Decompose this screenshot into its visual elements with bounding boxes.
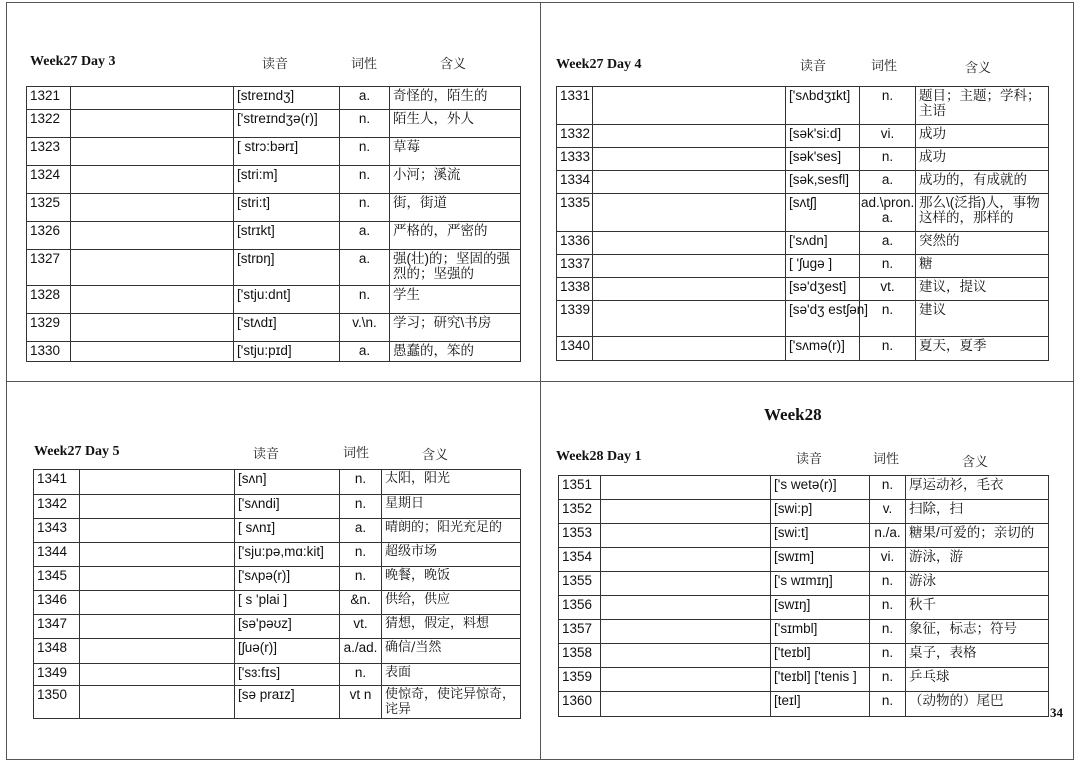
word-part-of-speech: n. <box>340 470 382 495</box>
word-number: 1334 <box>557 171 593 194</box>
word-part-of-speech: n. <box>340 495 382 519</box>
word-blank <box>593 125 786 148</box>
word-blank <box>80 591 235 615</box>
header-pos: 词性 <box>873 452 900 467</box>
word-pronunciation: [stri:t] <box>234 194 340 222</box>
word-pronunciation: ['sʌpə(r)] <box>235 567 340 591</box>
horizontal-divider <box>6 381 1074 382</box>
word-meaning: 晚餐，晚饭 <box>382 567 521 591</box>
word-part-of-speech: a. <box>860 232 916 255</box>
word-part-of-speech: vi. <box>870 548 906 572</box>
word-pronunciation: [ 'ʃugə ] <box>786 255 860 278</box>
word-meaning: 确信/当然 <box>382 639 521 664</box>
table-row <box>559 668 1049 692</box>
word-pronunciation: ['sʌbdʒɪkt] <box>786 87 860 125</box>
panel-title: Week27 Day 5 <box>34 444 120 459</box>
table-row <box>34 639 521 664</box>
header-meaning: 含义 <box>965 61 992 76</box>
word-pronunciation: ['stʌdɪ] <box>234 314 340 342</box>
word-pronunciation: [swɪm] <box>771 548 870 572</box>
word-pronunciation: ['streɪndʒə(r)] <box>234 110 340 138</box>
word-part-of-speech: n./a. <box>870 524 906 548</box>
word-number: 1344 <box>34 543 80 567</box>
word-blank <box>71 314 234 342</box>
word-pronunciation: [sək'ses] <box>786 148 860 171</box>
word-pronunciation: [sək,sesfl] <box>786 171 860 194</box>
word-meaning: 成功 <box>916 148 1049 171</box>
word-blank <box>601 572 771 596</box>
table-row <box>557 125 1049 148</box>
word-pronunciation: ['sju:pə,mɑ:kit] <box>235 543 340 567</box>
word-meaning: 小河；溪流 <box>390 166 521 194</box>
word-number: 1346 <box>34 591 80 615</box>
word-part-of-speech: a. <box>340 519 382 543</box>
header-pos: 词性 <box>871 59 898 74</box>
word-blank <box>71 286 234 314</box>
word-meaning: 秋千 <box>906 596 1049 620</box>
word-blank <box>593 278 786 301</box>
word-number: 1328 <box>27 286 71 314</box>
word-meaning: 厚运动衫，毛衣 <box>906 476 1049 500</box>
word-meaning: 奇怪的，陌生的 <box>390 87 521 110</box>
word-number: 1349 <box>34 664 80 686</box>
word-pronunciation: ['s wɪmɪŋ] <box>771 572 870 596</box>
table-row <box>559 524 1049 548</box>
word-part-of-speech: n. <box>340 664 382 686</box>
word-pronunciation: ['sɪmbl] <box>771 620 870 644</box>
word-blank <box>80 686 235 719</box>
table-row <box>559 644 1049 668</box>
word-blank <box>601 692 771 717</box>
table-row <box>559 476 1049 500</box>
word-part-of-speech: vt. <box>860 278 916 301</box>
panel-title: Week27 Day 4 <box>556 57 642 72</box>
word-part-of-speech: vt. <box>340 615 382 639</box>
word-part-of-speech: n. <box>860 148 916 171</box>
word-number: 1340 <box>557 337 593 361</box>
word-blank <box>71 342 234 362</box>
word-number: 1358 <box>559 644 601 668</box>
table-row <box>34 495 521 519</box>
table-row <box>557 232 1049 255</box>
word-part-of-speech: vi. <box>860 125 916 148</box>
word-pronunciation: [ s 'plai ] <box>235 591 340 615</box>
word-number: 1324 <box>27 166 71 194</box>
word-part-of-speech: a. <box>340 342 390 362</box>
word-pronunciation: [sək'si:d] <box>786 125 860 148</box>
word-part-of-speech: n. <box>340 543 382 567</box>
word-blank <box>601 668 771 692</box>
word-part-of-speech: n. <box>340 110 390 138</box>
word-blank <box>80 567 235 591</box>
word-meaning: 题目；主题；学科；主语 <box>916 87 1049 125</box>
word-pronunciation: ['teɪbl] <box>771 644 870 668</box>
word-meaning: 桌子，表格 <box>906 644 1049 668</box>
word-pronunciation: ['s wetə(r)] <box>771 476 870 500</box>
table-row <box>557 194 1049 232</box>
week28-heading: Week28 <box>764 405 822 424</box>
word-meaning: 严格的，严密的 <box>390 222 521 250</box>
word-meaning: 象征，标志；符号 <box>906 620 1049 644</box>
word-part-of-speech: a./ad. <box>340 639 382 664</box>
header-meaning: 含义 <box>962 455 989 470</box>
table-row <box>559 572 1049 596</box>
word-blank <box>601 548 771 572</box>
word-number: 1351 <box>559 476 601 500</box>
table-row <box>557 87 1049 125</box>
word-part-of-speech: n. <box>340 138 390 166</box>
word-part-of-speech: a. <box>860 171 916 194</box>
word-pronunciation: [ sʌnɪ] <box>235 519 340 543</box>
header-pron: 读音 <box>796 452 823 467</box>
word-blank <box>593 87 786 125</box>
table-row <box>559 548 1049 572</box>
word-blank <box>593 232 786 255</box>
word-meaning: 夏天，夏季 <box>916 337 1049 361</box>
word-number: 1333 <box>557 148 593 171</box>
word-pronunciation: ['stju:dnt] <box>234 286 340 314</box>
word-number: 1321 <box>27 87 71 110</box>
word-number: 1357 <box>559 620 601 644</box>
table-row <box>559 620 1049 644</box>
word-pronunciation: [swi:t] <box>771 524 870 548</box>
word-pronunciation: [sʌtʃ] <box>786 194 860 232</box>
word-meaning: 表面 <box>382 664 521 686</box>
table-row <box>27 342 521 362</box>
word-meaning: 晴朗的；阳光充足的 <box>382 519 521 543</box>
word-blank <box>593 171 786 194</box>
word-blank <box>80 639 235 664</box>
word-blank <box>71 166 234 194</box>
table-row <box>27 110 521 138</box>
word-part-of-speech: n. <box>340 194 390 222</box>
word-number: 1347 <box>34 615 80 639</box>
word-pronunciation: [sə praɪz] <box>235 686 340 719</box>
word-blank <box>593 337 786 361</box>
table-row <box>34 591 521 615</box>
table-row <box>557 301 1049 337</box>
header-pos: 词性 <box>351 57 378 72</box>
vocab-table <box>556 86 1049 361</box>
word-number: 1350 <box>34 686 80 719</box>
table-row <box>34 615 521 639</box>
word-pronunciation: [swi:p] <box>771 500 870 524</box>
word-pronunciation: [sə'pəʊz] <box>235 615 340 639</box>
word-meaning: 强(壮)的；坚固的强烈的；坚强的 <box>390 250 521 286</box>
word-meaning: 学习；研究\书房 <box>390 314 521 342</box>
header-meaning: 含义 <box>422 448 449 463</box>
word-meaning: 建议 <box>916 301 1049 337</box>
word-number: 1337 <box>557 255 593 278</box>
word-part-of-speech: n. <box>340 166 390 194</box>
word-blank <box>593 255 786 278</box>
vocab-table <box>26 86 521 362</box>
header-pron: 读音 <box>800 59 827 74</box>
word-pronunciation: ['sʌdn] <box>786 232 860 255</box>
table-row <box>27 250 521 286</box>
word-blank <box>71 138 234 166</box>
table-row <box>27 194 521 222</box>
word-number: 1341 <box>34 470 80 495</box>
word-number: 1348 <box>34 639 80 664</box>
word-meaning: 乒乓球 <box>906 668 1049 692</box>
word-pronunciation: ['teɪbl] ['tenis ] <box>771 668 870 692</box>
word-blank <box>71 222 234 250</box>
word-number: 1332 <box>557 125 593 148</box>
word-part-of-speech: v. <box>870 500 906 524</box>
table-row <box>557 278 1049 301</box>
table-row <box>34 664 521 686</box>
page-number: 34 <box>1050 705 1063 720</box>
word-blank <box>80 664 235 686</box>
word-blank <box>80 615 235 639</box>
word-blank <box>71 110 234 138</box>
table-row <box>27 286 521 314</box>
word-blank <box>71 87 234 110</box>
word-meaning: 糖 <box>916 255 1049 278</box>
word-part-of-speech: a. <box>340 250 390 286</box>
word-pronunciation: [stri:m] <box>234 166 340 194</box>
word-number: 1325 <box>27 194 71 222</box>
word-part-of-speech: n. <box>340 286 390 314</box>
word-part-of-speech: &n. <box>340 591 382 615</box>
table-row <box>34 686 521 719</box>
word-part-of-speech: n. <box>870 596 906 620</box>
word-number: 1322 <box>27 110 71 138</box>
word-pronunciation: ['sɜ:fɪs] <box>235 664 340 686</box>
word-meaning: 街，街道 <box>390 194 521 222</box>
word-meaning: 超级市场 <box>382 543 521 567</box>
word-meaning: 成功 <box>916 125 1049 148</box>
word-pronunciation: [sʌn] <box>235 470 340 495</box>
word-part-of-speech: ad.\pron. a. <box>860 194 916 232</box>
word-part-of-speech: n. <box>870 476 906 500</box>
word-meaning: 学生 <box>390 286 521 314</box>
word-blank <box>601 476 771 500</box>
word-meaning: （动物的）尾巴 <box>906 692 1049 717</box>
word-meaning: 愚蠢的，笨的 <box>390 342 521 362</box>
word-pronunciation: [strɒŋ] <box>234 250 340 286</box>
word-blank <box>71 250 234 286</box>
word-blank <box>80 470 235 495</box>
word-number: 1329 <box>27 314 71 342</box>
word-part-of-speech: n. <box>870 644 906 668</box>
word-number: 1339 <box>557 301 593 337</box>
table-row <box>27 166 521 194</box>
word-meaning: 陌生人，外人 <box>390 110 521 138</box>
word-meaning: 成功的，有成就的 <box>916 171 1049 194</box>
word-blank <box>80 519 235 543</box>
word-number: 1360 <box>559 692 601 717</box>
word-part-of-speech: n. <box>870 692 906 717</box>
table-row <box>34 543 521 567</box>
word-blank <box>80 543 235 567</box>
word-number: 1343 <box>34 519 80 543</box>
word-pronunciation: [streɪndʒ] <box>234 87 340 110</box>
word-meaning: 供给，供应 <box>382 591 521 615</box>
word-number: 1330 <box>27 342 71 362</box>
word-number: 1342 <box>34 495 80 519</box>
word-part-of-speech: a. <box>340 87 390 110</box>
word-blank <box>80 495 235 519</box>
header-meaning: 含义 <box>440 57 467 72</box>
word-meaning: 那么\(泛指)人，事物 这样的，那样的 <box>916 194 1049 232</box>
word-number: 1336 <box>557 232 593 255</box>
table-row <box>27 138 521 166</box>
word-blank <box>601 524 771 548</box>
word-pronunciation: ['sʌmə(r)] <box>786 337 860 361</box>
word-pronunciation: ['sʌndi] <box>235 495 340 519</box>
vocab-table <box>33 469 521 719</box>
word-blank <box>593 148 786 171</box>
word-meaning: 游泳，游 <box>906 548 1049 572</box>
word-part-of-speech: n. <box>860 301 916 337</box>
word-pronunciation: [ strɔ:bərɪ] <box>234 138 340 166</box>
table-row <box>27 314 521 342</box>
word-meaning: 扫除，扫 <box>906 500 1049 524</box>
word-meaning: 糖果/可爱的；亲切的 <box>906 524 1049 548</box>
word-meaning: 使惊奇，使诧异惊奇，诧异 <box>382 686 521 719</box>
word-pronunciation: [strɪkt] <box>234 222 340 250</box>
word-pronunciation: [swɪŋ] <box>771 596 870 620</box>
header-pron: 读音 <box>253 447 280 462</box>
word-pronunciation: [sə'dʒ estʃən] <box>786 301 860 337</box>
word-number: 1355 <box>559 572 601 596</box>
word-part-of-speech: v.\n. <box>340 314 390 342</box>
table-row <box>559 596 1049 620</box>
table-row <box>557 337 1049 361</box>
word-blank <box>601 620 771 644</box>
word-meaning: 太阳，阳光 <box>382 470 521 495</box>
table-row <box>557 255 1049 278</box>
word-meaning: 星期日 <box>382 495 521 519</box>
word-number: 1354 <box>559 548 601 572</box>
table-row <box>34 470 521 495</box>
word-meaning: 草莓 <box>390 138 521 166</box>
word-number: 1356 <box>559 596 601 620</box>
word-number: 1352 <box>559 500 601 524</box>
word-blank <box>593 194 786 232</box>
word-part-of-speech: n. <box>340 567 382 591</box>
word-blank <box>601 644 771 668</box>
table-row <box>557 148 1049 171</box>
panel-title: Week28 Day 1 <box>556 449 642 464</box>
word-part-of-speech: n. <box>870 620 906 644</box>
word-part-of-speech: n. <box>870 572 906 596</box>
word-part-of-speech: n. <box>870 668 906 692</box>
table-row <box>557 171 1049 194</box>
header-pos: 词性 <box>343 446 370 461</box>
table-row <box>34 567 521 591</box>
word-blank <box>601 596 771 620</box>
word-part-of-speech: a. <box>340 222 390 250</box>
word-meaning: 猜想，假定，料想 <box>382 615 521 639</box>
word-number: 1331 <box>557 87 593 125</box>
word-meaning: 突然的 <box>916 232 1049 255</box>
table-row <box>559 500 1049 524</box>
word-part-of-speech: n. <box>860 87 916 125</box>
word-meaning: 建议，提议 <box>916 278 1049 301</box>
table-row <box>34 519 521 543</box>
word-pronunciation: ['stju:pɪd] <box>234 342 340 362</box>
word-number: 1335 <box>557 194 593 232</box>
panel-title: Week27 Day 3 <box>30 54 116 69</box>
word-pronunciation: [ʃuə(r)] <box>235 639 340 664</box>
word-number: 1353 <box>559 524 601 548</box>
table-row <box>559 692 1049 717</box>
word-number: 1359 <box>559 668 601 692</box>
word-blank <box>601 500 771 524</box>
word-pronunciation: [teɪl] <box>771 692 870 717</box>
word-part-of-speech: n. <box>860 337 916 361</box>
word-number: 1338 <box>557 278 593 301</box>
word-pronunciation: [sə'dʒest] <box>786 278 860 301</box>
table-row <box>27 87 521 110</box>
word-part-of-speech: n. <box>860 255 916 278</box>
word-blank <box>593 301 786 337</box>
vocab-table <box>558 475 1049 717</box>
word-part-of-speech: vt n <box>340 686 382 719</box>
word-number: 1326 <box>27 222 71 250</box>
table-row <box>27 222 521 250</box>
word-number: 1323 <box>27 138 71 166</box>
header-pron: 读音 <box>262 57 289 72</box>
word-number: 1327 <box>27 250 71 286</box>
word-meaning: 游泳 <box>906 572 1049 596</box>
word-number: 1345 <box>34 567 80 591</box>
word-blank <box>71 194 234 222</box>
